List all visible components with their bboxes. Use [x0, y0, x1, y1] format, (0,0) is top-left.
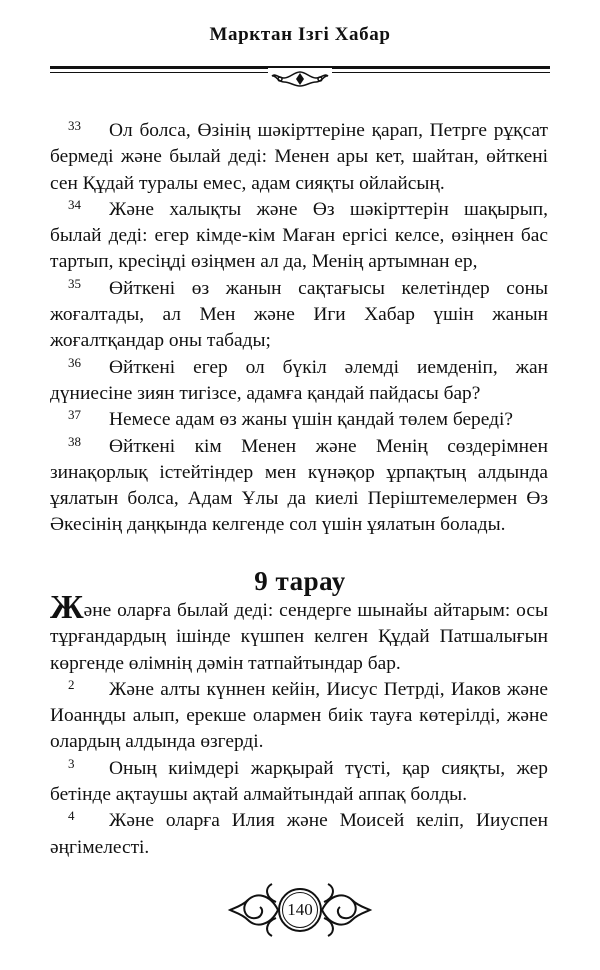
- verse-35: [50, 276, 548, 355]
- verse-37: [50, 407, 548, 433]
- verse-text: Және оларға Илия және Моисей келіп, Ииуспен әңгімелесті.: [50, 810, 548, 858]
- verse-text: Өйткені өз жанын сақтағысы келетіндер соны жоғалтады, ал Мен және Иги Хабар үшін жанын жоғалтқандар оны табады;: [50, 277, 548, 352]
- verse-34: [50, 197, 548, 276]
- verse-number: 3: [68, 755, 75, 771]
- chapter8-text-block: [50, 118, 548, 539]
- chapter9-text-block: [50, 589, 548, 861]
- verse-1: [50, 589, 548, 677]
- verse-text: Және халықты және Өз шәкірттерін шақырып, былай деді: егер кімде-кім Маған ергісі келсе, өзіңнен бас тартып, кресіңді өзіңмен ал да, Менің артымнан ер,: [50, 198, 548, 273]
- verse-text: әне оларға былай деді: сендерге шынайы айтарым: осы тұрғандардың ішінде күшпен келген Құдай Патшалығын көргенде өлімнің дәмін татпайтындар бар.: [50, 600, 548, 674]
- verse-38: [50, 434, 548, 539]
- verse-text: Және алты күннен кейін, Иисус Петрді, Иаков және Иоанңды алып, ерекше олармен биік тауға көтерілді, және олардың алдында өзгерді.: [50, 678, 548, 753]
- verse-text: Оның киімдері жарқырай түсті, қар сияқты, жер бетінде ақтаушы ақтай алмайтындай аппақ болды.: [50, 757, 548, 806]
- verse-text: Ол болса, Өзінің шәкірттеріне қарап, Петрге рұқсат бермеді және былай деді: Менен ары кет, шайтан, өйткені сен Құдай туралы емес, адам сияқты ойлайсың.: [50, 120, 548, 194]
- verse-number: 2: [68, 676, 75, 692]
- verse-text: Немесе адам өз жаны үшін қандай төлем береді?: [109, 409, 513, 431]
- verse-number: 33: [68, 118, 81, 133]
- page-number: 140: [287, 900, 313, 919]
- verse-4: [50, 808, 548, 861]
- verse-number: 36: [68, 354, 81, 370]
- header-ornament: [268, 68, 332, 90]
- chapter-heading: 9 тарау: [254, 566, 346, 596]
- drop-cap: Ж: [50, 589, 84, 626]
- verse-text: Өйткені кім Менен және Менің сөздерімнен зинақорлық істейтіндер мен күнәқор ұрпақтың алдында ұялатын болса, Адам Ұлы да киелі Періштемелермен Өз Әкесінің даңқында келгенде сол үшін ұялатын болады.: [50, 435, 548, 536]
- verse-2: [50, 677, 548, 756]
- verse-number: 34: [68, 196, 81, 212]
- verse-33: [50, 118, 548, 197]
- verse-number: 4: [68, 808, 75, 824]
- running-head: Марктан Ізгі Хабар: [209, 24, 391, 45]
- verse-text: Өйткені егер ол бүкіл әлемді иемденіп, жан дүниесіне зиян тигізсе, адамға қандай пайдасы бар?: [50, 356, 548, 404]
- verse-number: 37: [68, 407, 81, 423]
- verse-number: 38: [68, 433, 81, 449]
- verse-3: [50, 756, 548, 809]
- verse-number: 35: [68, 275, 81, 291]
- verse-36: [50, 355, 548, 408]
